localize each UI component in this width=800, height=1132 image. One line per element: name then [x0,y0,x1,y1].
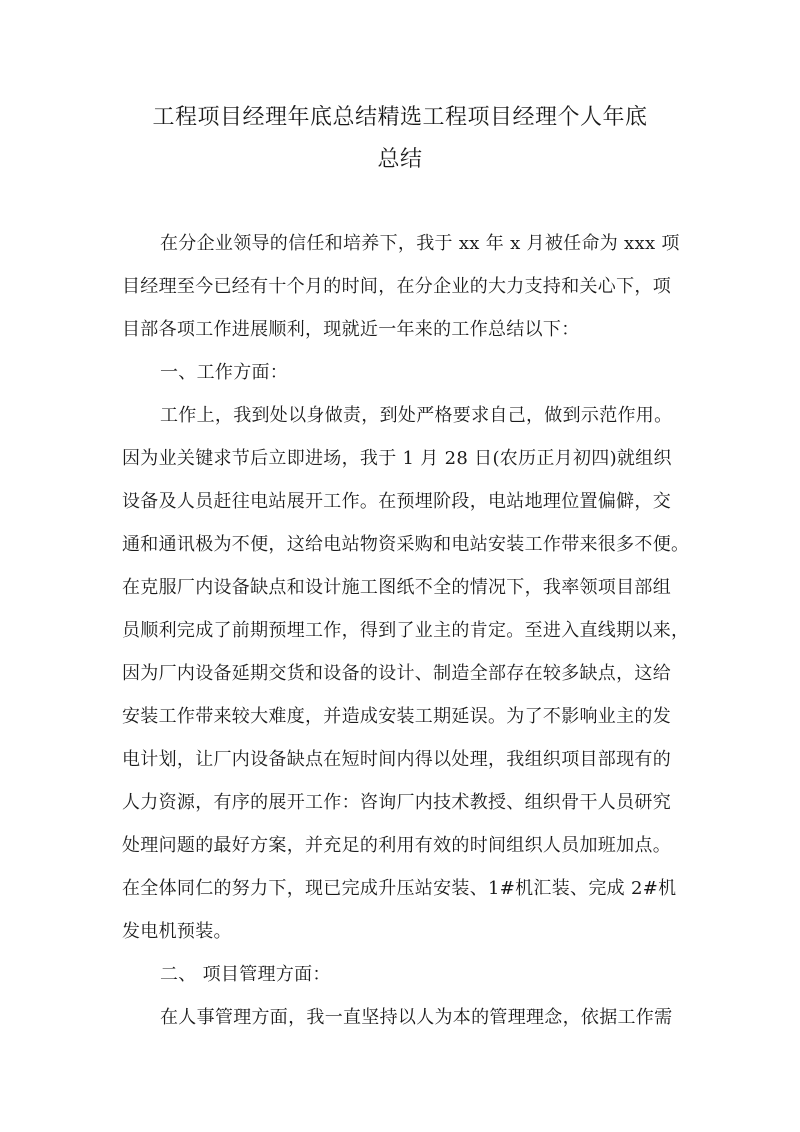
section-heading: 一、工作方面： [160,362,289,383]
paragraph-line: 通和通讯极为不便，这给电站物资采购和电站安装工作带来很多不便。 [122,534,690,555]
paragraph-line: 设备及人员赶往电站展开工作。在预埋阶段，电站地理位置偏僻，交 [122,491,671,512]
paragraph-line: 工作上，我到处以身做责，到处严格要求自己，做到示范作用。 [160,405,673,426]
paragraph-line: 在全体同仁的努力下，现已完成升压站安装、1#机汇装、完成 2#机 [122,878,677,899]
paragraph-line: 电计划，让厂内设备缺点在短时间内得以处理，我组织项目部现有的 [122,749,671,770]
section-heading: 二、 项目管理方面： [160,964,331,985]
paragraph-line: 目经理至今已经有十个月的时间，在分企业的大力支持和关心下，项 [122,276,671,297]
paragraph-line: 因为厂内设备延期交货和设备的设计、制造全部存在较多缺点，这给 [122,663,671,684]
paragraph-line: 发电机预装。 [122,921,232,942]
paragraph-line: 员顺利完成了前期预埋工作，得到了业主的肯定。至进入直线期以来， [122,620,690,641]
paragraph-line: 目部各项工作进展顺利，现就近一年来的工作总结以下： [122,319,580,340]
paragraph-line: 人力资源，有序的展开工作：咨询厂内技术教授、组织骨干人员研究 [122,792,671,813]
paragraph-line: 安装工作带来较大难度，并造成安装工期延误。为了不影响业主的发 [122,706,671,727]
paragraph-line: 在分企业领导的信任和培养下，我于 xx 年 x 月被任命为 xxx 项 [160,233,680,254]
paragraph-line: 在人事管理方面，我一直坚持以人为本的管理理念，依据工作需 [160,1007,673,1028]
document-title-line-2: 总结 [377,147,423,172]
document-title-line-1: 工程项目经理年底总结精选工程项目经理个人年底 [152,105,648,130]
paragraph-line: 在克服厂内设备缺点和设计施工图纸不全的情况下，我率领项目部组 [122,577,671,598]
paragraph-line: 因为业关键求节后立即进场，我于 1 月 28 日(农历正月初四)就组织 [122,448,672,469]
paragraph-line: 处理问题的最好方案，并充足的利用有效的时间组织人员加班加点。 [122,835,671,856]
